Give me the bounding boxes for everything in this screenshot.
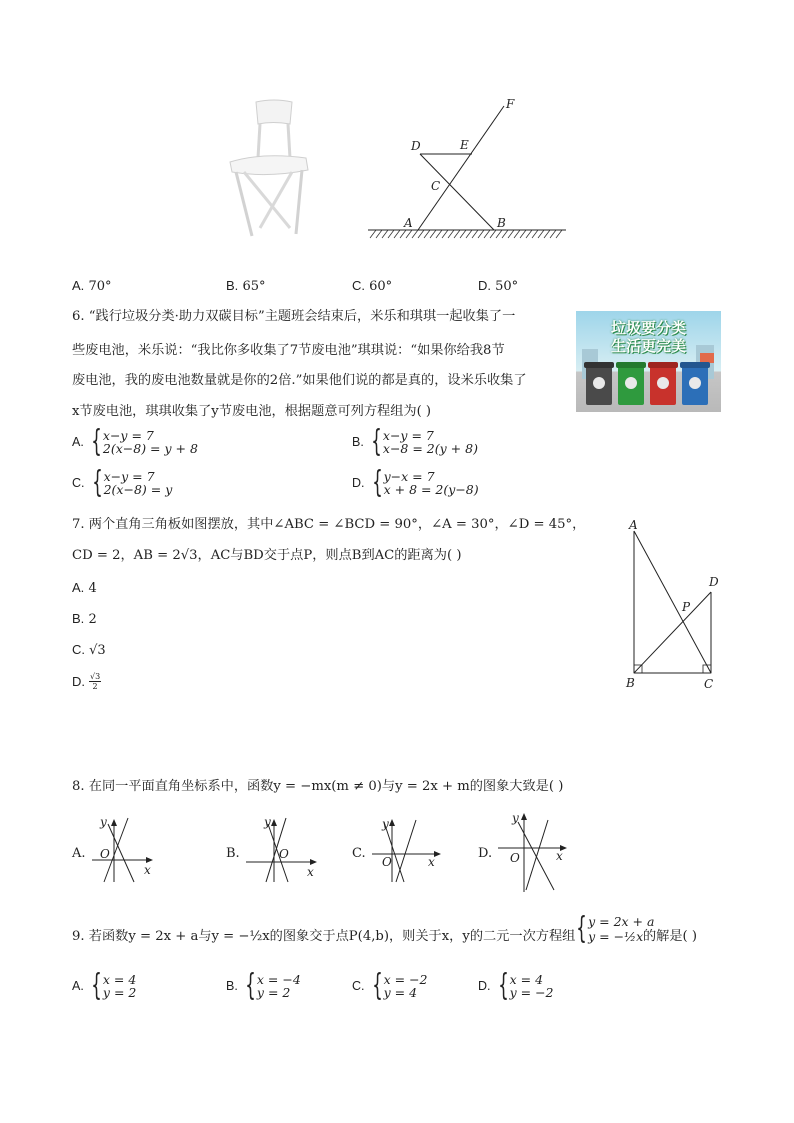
- q8-graph-c[interactable]: [370, 816, 446, 884]
- q9-option-b[interactable]: [226, 968, 301, 1003]
- eq-row-1: x−y = 7: [103, 469, 155, 484]
- q7-option-a[interactable]: [72, 580, 97, 597]
- q6-option-c[interactable]: [72, 465, 173, 500]
- q8-option-b-letter[interactable]: B.: [226, 846, 240, 861]
- brace-icon: {: [91, 424, 102, 459]
- q8-option-d-letter[interactable]: D.: [478, 846, 493, 861]
- poster-title-2: 生活更完美: [610, 337, 686, 355]
- option-value: 2: [88, 612, 97, 627]
- label-D: D: [709, 575, 719, 589]
- eq-row-1: x−y = 7: [382, 428, 434, 443]
- q7-option-c[interactable]: [72, 642, 106, 659]
- label-C: C: [704, 677, 714, 691]
- axis-label-origin: O: [382, 855, 392, 869]
- option-value: 50°: [495, 279, 519, 294]
- eq-row-2: x−8 = 2(y + 8): [382, 441, 478, 456]
- eq-row-1: x = −2: [383, 972, 428, 987]
- eq-row-1: x = 4: [509, 972, 544, 987]
- fraction-numerator: √3: [90, 672, 101, 681]
- label-A: A: [404, 216, 413, 230]
- option-value: 60°: [369, 279, 393, 294]
- triangle-diagram: [620, 516, 730, 694]
- system-row-1: y = 2x + a: [588, 914, 655, 929]
- axis-label-x: x: [144, 863, 151, 877]
- q7-line-1: 7. 两个直角三角板如图摆放，其中∠ABC = ∠BCD = 90°，∠A = 30°，∠D = 45°，: [72, 517, 586, 532]
- brace-icon: {: [576, 911, 587, 946]
- option-letter: A.: [72, 278, 85, 293]
- option-letter: C.: [352, 278, 365, 293]
- q5-option-c[interactable]: [352, 278, 392, 295]
- q8-graph-d[interactable]: [496, 810, 574, 894]
- q5-option-b[interactable]: [226, 278, 265, 295]
- q6-option-a[interactable]: [72, 424, 198, 459]
- eq-row-2: y = 2: [102, 985, 137, 1000]
- option-letter: B.: [226, 278, 239, 293]
- folding-chair-diagram: [362, 96, 568, 242]
- brace-icon: {: [371, 424, 382, 459]
- axis-label-y: y: [100, 816, 107, 829]
- q6-line-3: 废电池，我的废电池数量就是你的2倍.”如果他们说的都是真的，设米乐收集了: [72, 373, 527, 388]
- q8-graph-b[interactable]: [244, 816, 324, 884]
- q8-option-c-letter[interactable]: C.: [352, 846, 366, 861]
- q9-option-d[interactable]: [478, 968, 554, 1003]
- option-letter: A.: [72, 435, 84, 449]
- q6-option-b[interactable]: [352, 424, 478, 459]
- chair-image: [222, 96, 322, 242]
- option-letter: A.: [72, 979, 84, 993]
- label-C: C: [431, 179, 441, 193]
- q6-line-2: 些废电池，米乐说：“我比你多收集了7节废电池”琪琪说：“如果你给我8节: [72, 343, 505, 358]
- label-E: E: [460, 138, 469, 152]
- q5-option-d[interactable]: [478, 278, 518, 295]
- brace-icon: {: [91, 968, 102, 1003]
- brace-icon: {: [497, 968, 509, 1003]
- q5-option-a[interactable]: [72, 278, 111, 295]
- option-letter: B.: [72, 611, 85, 626]
- axis-label-origin: O: [100, 847, 110, 861]
- option-value: √3: [89, 643, 106, 658]
- option-letter: D.: [352, 476, 365, 490]
- label-P: P: [682, 600, 691, 614]
- option-letter: C.: [72, 476, 85, 490]
- q9-stem: 9. 若函数y = 2x + a与y = −½x的图象交于点P(4,b)，则关于x，y的二元一次方程组: [72, 929, 576, 944]
- garbage-sorting-poster: [576, 311, 721, 412]
- axis-label-x: x: [307, 865, 314, 879]
- q8-option-a-letter[interactable]: A.: [72, 846, 86, 861]
- option-letter: C.: [72, 642, 85, 657]
- q9-option-c[interactable]: [352, 968, 428, 1003]
- eq-row-1: x = 4: [102, 972, 137, 987]
- q7-option-d[interactable]: [72, 672, 101, 691]
- option-letter: D.: [478, 979, 491, 993]
- q7-line-2: CD = 2，AB = 2√3，AC与BD交于点P，则点B到AC的距离为( ): [72, 548, 462, 563]
- q8-graph-a[interactable]: [88, 816, 158, 884]
- eq-row-1: x−y = 7: [102, 428, 154, 443]
- eq-row-1: y−x = 7: [383, 469, 435, 484]
- option-letter: D.: [72, 674, 85, 689]
- axis-label-y: y: [382, 817, 389, 831]
- axis-label-y: y: [512, 811, 519, 825]
- label-F: F: [506, 97, 515, 111]
- option-value: 65°: [242, 279, 266, 294]
- eq-row-2: x + 8 = 2(y−8): [383, 482, 479, 497]
- eq-row-2: 2(x−8) = y: [103, 482, 173, 497]
- q6-line-1: 6. “践行垃圾分类·助力双碳目标”主题班会结束后，米乐和琪琪一起收集了一: [72, 309, 516, 324]
- poster-title-1: 垃圾要分类: [610, 319, 686, 337]
- label-B: B: [626, 676, 635, 690]
- option-letter: D.: [478, 278, 491, 293]
- label-B: B: [497, 216, 506, 230]
- brace-icon: {: [245, 968, 256, 1003]
- label-A: A: [629, 518, 638, 532]
- axis-label-x: x: [428, 855, 435, 869]
- eq-row-2: y = −2: [509, 985, 554, 1000]
- brace-icon: {: [371, 465, 383, 500]
- q9-option-a[interactable]: [72, 968, 137, 1003]
- q6-line-4: x节废电池，琪琪收集了y节废电池，根据题意可列方程组为( ): [72, 404, 432, 419]
- q7-option-b[interactable]: [72, 611, 97, 628]
- eq-row-2: y = 4: [383, 985, 418, 1000]
- axis-label-origin: O: [279, 847, 289, 861]
- brace-icon: {: [371, 968, 383, 1003]
- axis-label-x: x: [556, 849, 563, 863]
- eq-row-2: 2(x−8) = y + 8: [102, 441, 198, 456]
- option-letter: C.: [352, 979, 365, 993]
- option-letter: B.: [226, 979, 238, 993]
- option-value: 4: [88, 581, 97, 596]
- option-value: 70°: [88, 279, 112, 294]
- q6-option-d[interactable]: [352, 465, 479, 500]
- option-letter: B.: [352, 435, 364, 449]
- axis-label-origin: O: [510, 851, 520, 865]
- label-D: D: [411, 139, 421, 153]
- fraction-denominator: 2: [92, 682, 98, 691]
- option-letter: A.: [72, 580, 85, 595]
- brace-icon: {: [91, 465, 103, 500]
- eq-row-2: y = 2: [256, 985, 291, 1000]
- q8-stem: 8. 在同一平面直角坐标系中，函数y = −mx(m ≠ 0)与y = 2x + m的图象大致是( ): [72, 779, 564, 794]
- q9-stem-tail: 的解是( ): [643, 929, 698, 944]
- eq-row-1: x = −4: [256, 972, 301, 987]
- system-row-2: y = −½x: [588, 929, 644, 944]
- axis-label-y: y: [264, 816, 271, 829]
